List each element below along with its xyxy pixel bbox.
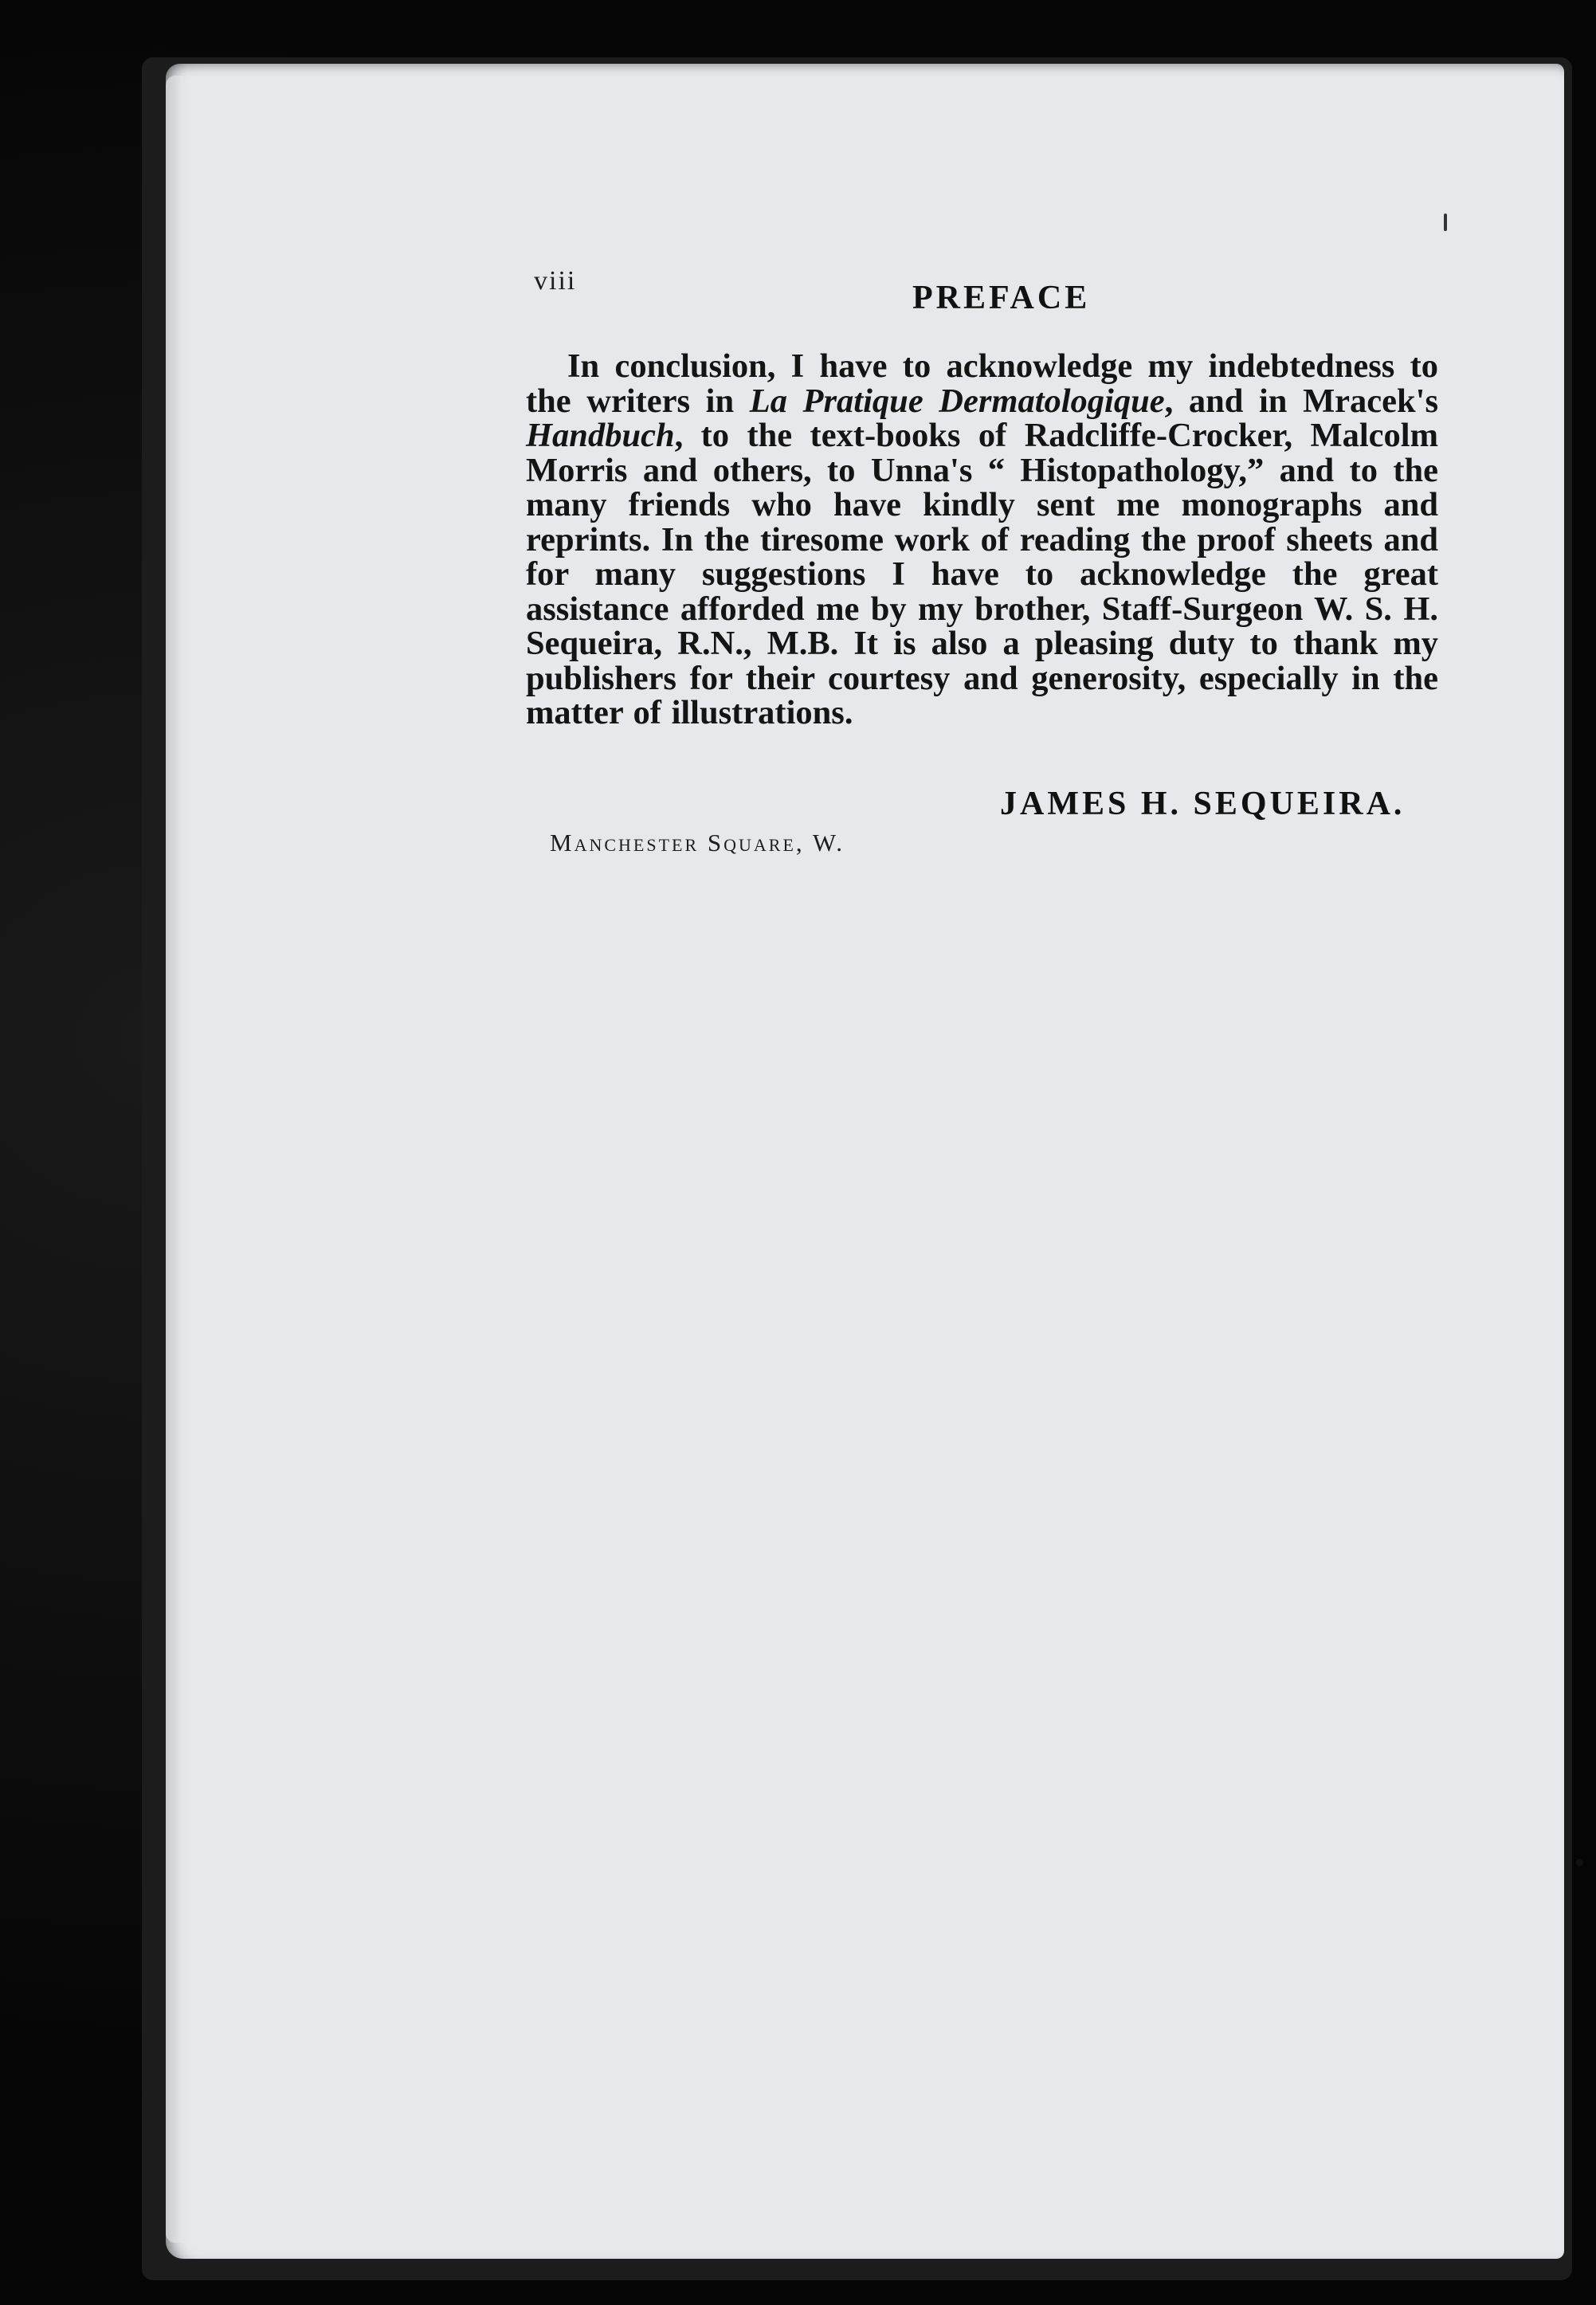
preface-paragraph <box>526 349 1438 731</box>
paragraph-italic-title-2: Handbuch <box>526 417 675 454</box>
page-number: viii <box>534 266 577 296</box>
author-signature: JAMES H. SEQUEIRA. <box>1000 786 1406 822</box>
author-address: Manchester Square, W. <box>550 829 845 857</box>
scan-speck <box>1444 214 1447 231</box>
paragraph-text-1: In conclusion, I have to acknowledge my indebtedness to the writers in <box>526 347 1438 420</box>
page-gutter-shadow <box>166 76 183 2243</box>
scan-speck <box>1576 1859 1583 1866</box>
running-head: PREFACE <box>912 280 1091 316</box>
paragraph-text-3: , to the text-books of Radcliffe-Crocker, Malcolm Morris and others, to Unna's “ Histopathology,” and to the many friends who have kindly sent me monographs and reprints. In the tiresome work of reading the proof sheets and for many suggestions I have to acknowledge the great assistance afforded me by my brother, Staff-Surgeon W. S. H. Sequeira, R.N., M.B. It is also a pleasing duty to thank my publishers for their courtesy and generosity, especially in the matter of illustrations. <box>526 417 1438 731</box>
paragraph-text-2: , and in Mracek's <box>1164 382 1439 420</box>
paragraph-italic-title-1: La Pratique Dermatologique <box>749 382 1165 420</box>
